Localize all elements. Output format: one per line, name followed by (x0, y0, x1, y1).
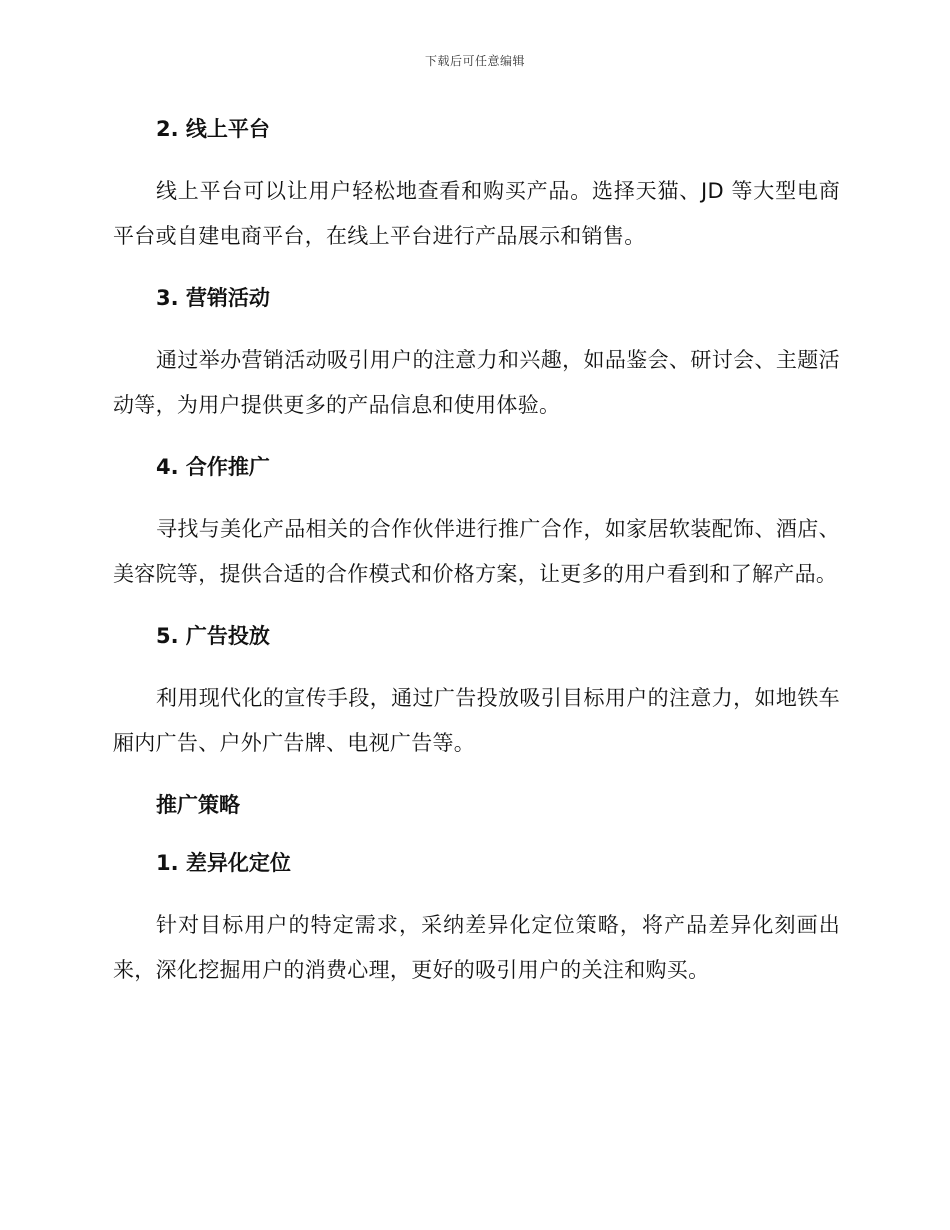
section-heading-advertising: 5. 广告投放 (156, 624, 270, 648)
section-paragraph-online-platform: 线上平台可以让用户轻松地查看和购买产品。选择天猫、JD 等大型电商平台或自建电商平台，在线上平台进行产品展示和销售。 (113, 179, 840, 248)
section-heading-marketing-events: 3. 营销活动 (156, 286, 270, 310)
document-body (113, 111, 840, 993)
strategy-heading-differentiation: 1. 差异化定位 (156, 851, 291, 875)
section-paragraph-cooperation: 寻找与美化产品相关的合作伙伴进行推广合作，如家居软装配饰、酒店、美容院等，提供合适的合作模式和价格方案，让更多的用户看到和了解产品。 (113, 517, 840, 586)
section-paragraph-advertising: 利用现代化的宣传手段，通过广告投放吸引目标用户的注意力，如地铁车厢内广告、户外广告牌、电视广告等。 (113, 686, 840, 755)
strategy-title: 推广策略 (156, 793, 240, 817)
section-heading-cooperation: 4. 合作推广 (156, 455, 270, 479)
section-paragraph-marketing-events: 通过举办营销活动吸引用户的注意力和兴趣，如品鉴会、研讨会、主题活动等，为用户提供更多的产品信息和使用体验。 (113, 348, 840, 417)
section-heading-online-platform: 2. 线上平台 (156, 117, 270, 141)
page-header: 下载后可任意编辑 (424, 54, 525, 68)
strategy-paragraph-differentiation: 针对目标用户的特定需求，采纳差异化定位策略，将产品差异化刻画出来，深化挖掘用户的消费心理，更好的吸引用户的关注和购买。 (113, 913, 840, 982)
